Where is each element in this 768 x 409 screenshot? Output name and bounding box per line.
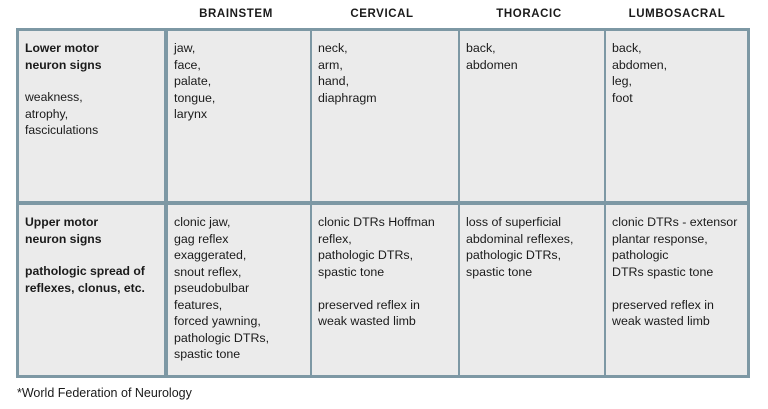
cell-gap (612, 280, 741, 297)
column-header-lumbosacral: LUMBOSACRAL (628, 8, 726, 20)
cell-line: diaphragm (318, 90, 377, 105)
cell-line: larynx (174, 107, 208, 121)
column-header-cervical: CERVICAL (350, 8, 414, 20)
cell-lower-lumbosacral (606, 31, 747, 201)
row-description-line: weakness, (25, 90, 83, 104)
cell-line: abdomen (466, 57, 518, 72)
cell-upper-lumbosacral (606, 205, 747, 375)
column-header-brainstem: BRAINSTEM (199, 8, 273, 20)
footnote: *World Federation of Neurology (17, 386, 192, 400)
cell-line: pathologic DTRs, (318, 248, 414, 262)
cell-line: pseudobulbar (174, 281, 250, 295)
row-title-line: Upper motor (25, 215, 99, 229)
cell-line: weak wasted limb (318, 314, 416, 328)
cell-line: preserved reflex in (612, 297, 714, 312)
row-header-lower-motor (19, 31, 164, 201)
cell-line: gag reflex (174, 231, 229, 246)
cell-upper-cervical (312, 205, 458, 375)
cell-line: pathologic DTRs, (174, 330, 270, 345)
cell-line: loss of superficial (466, 215, 562, 229)
column-header-thoracic: THORACIC (496, 8, 562, 20)
cell-line: back, (466, 41, 496, 55)
row-title-line: Lower motor (25, 41, 99, 55)
cell-line: clonic jaw, (174, 215, 231, 229)
cell-line: tongue, (174, 90, 216, 105)
cell-line: jaw, (174, 41, 196, 55)
cell-line: back, (612, 41, 642, 55)
cell-line: neck, (318, 41, 348, 55)
cell-line: DTRs spastic tone (612, 264, 714, 279)
neuron-signs-table (16, 28, 750, 378)
cell-line: spastic tone (466, 264, 533, 279)
cell-line: hand, (318, 74, 350, 88)
row-title-line: neuron signs (25, 57, 102, 72)
cell-line: forced yawning, (174, 314, 261, 328)
cell-lower-brainstem (168, 31, 310, 201)
cell-line: exaggerated, (174, 248, 247, 262)
cell-line: snout reflex, (174, 264, 242, 279)
cell-lower-thoracic (460, 31, 604, 201)
cell-line: palate, (174, 74, 212, 88)
row-description-line: reflexes, clonus, etc. (25, 280, 145, 295)
cell-upper-brainstem (168, 205, 310, 375)
cell-line: reflex, (318, 231, 352, 246)
row-description-line: pathologic spread of (25, 264, 145, 278)
column-header-row (0, 0, 768, 30)
cell-upper-thoracic (460, 205, 604, 375)
row-description (25, 263, 158, 296)
cell-line: clonic DTRs - extensor (612, 215, 738, 229)
row-description-line: fasciculations (25, 123, 99, 137)
cell-line: pathologic (612, 248, 669, 262)
cell-line: face, (174, 57, 201, 72)
row-description (25, 89, 158, 139)
cell-line: pathologic DTRs, (466, 248, 562, 262)
cell-line: leg, (612, 74, 632, 88)
row-header-upper-motor (19, 205, 164, 375)
cell-line: spastic tone (318, 264, 385, 279)
row-description-line: atrophy, (25, 106, 69, 121)
cell-line: preserved reflex in (318, 297, 420, 312)
cell-lower-cervical (312, 31, 458, 201)
cell-line: abdomen, (612, 57, 668, 72)
cell-line: arm, (318, 57, 343, 72)
cell-line: clonic DTRs Hoffman (318, 215, 435, 229)
cell-line: spastic tone (174, 347, 241, 361)
cell-line: features, (174, 297, 223, 312)
cell-gap (318, 280, 452, 297)
cell-line: plantar response, (612, 231, 708, 246)
cell-line: abdominal reflexes, (466, 231, 574, 246)
cell-line: weak wasted limb (612, 314, 710, 328)
row-title-line: neuron signs (25, 231, 102, 246)
cell-line: foot (612, 90, 633, 105)
